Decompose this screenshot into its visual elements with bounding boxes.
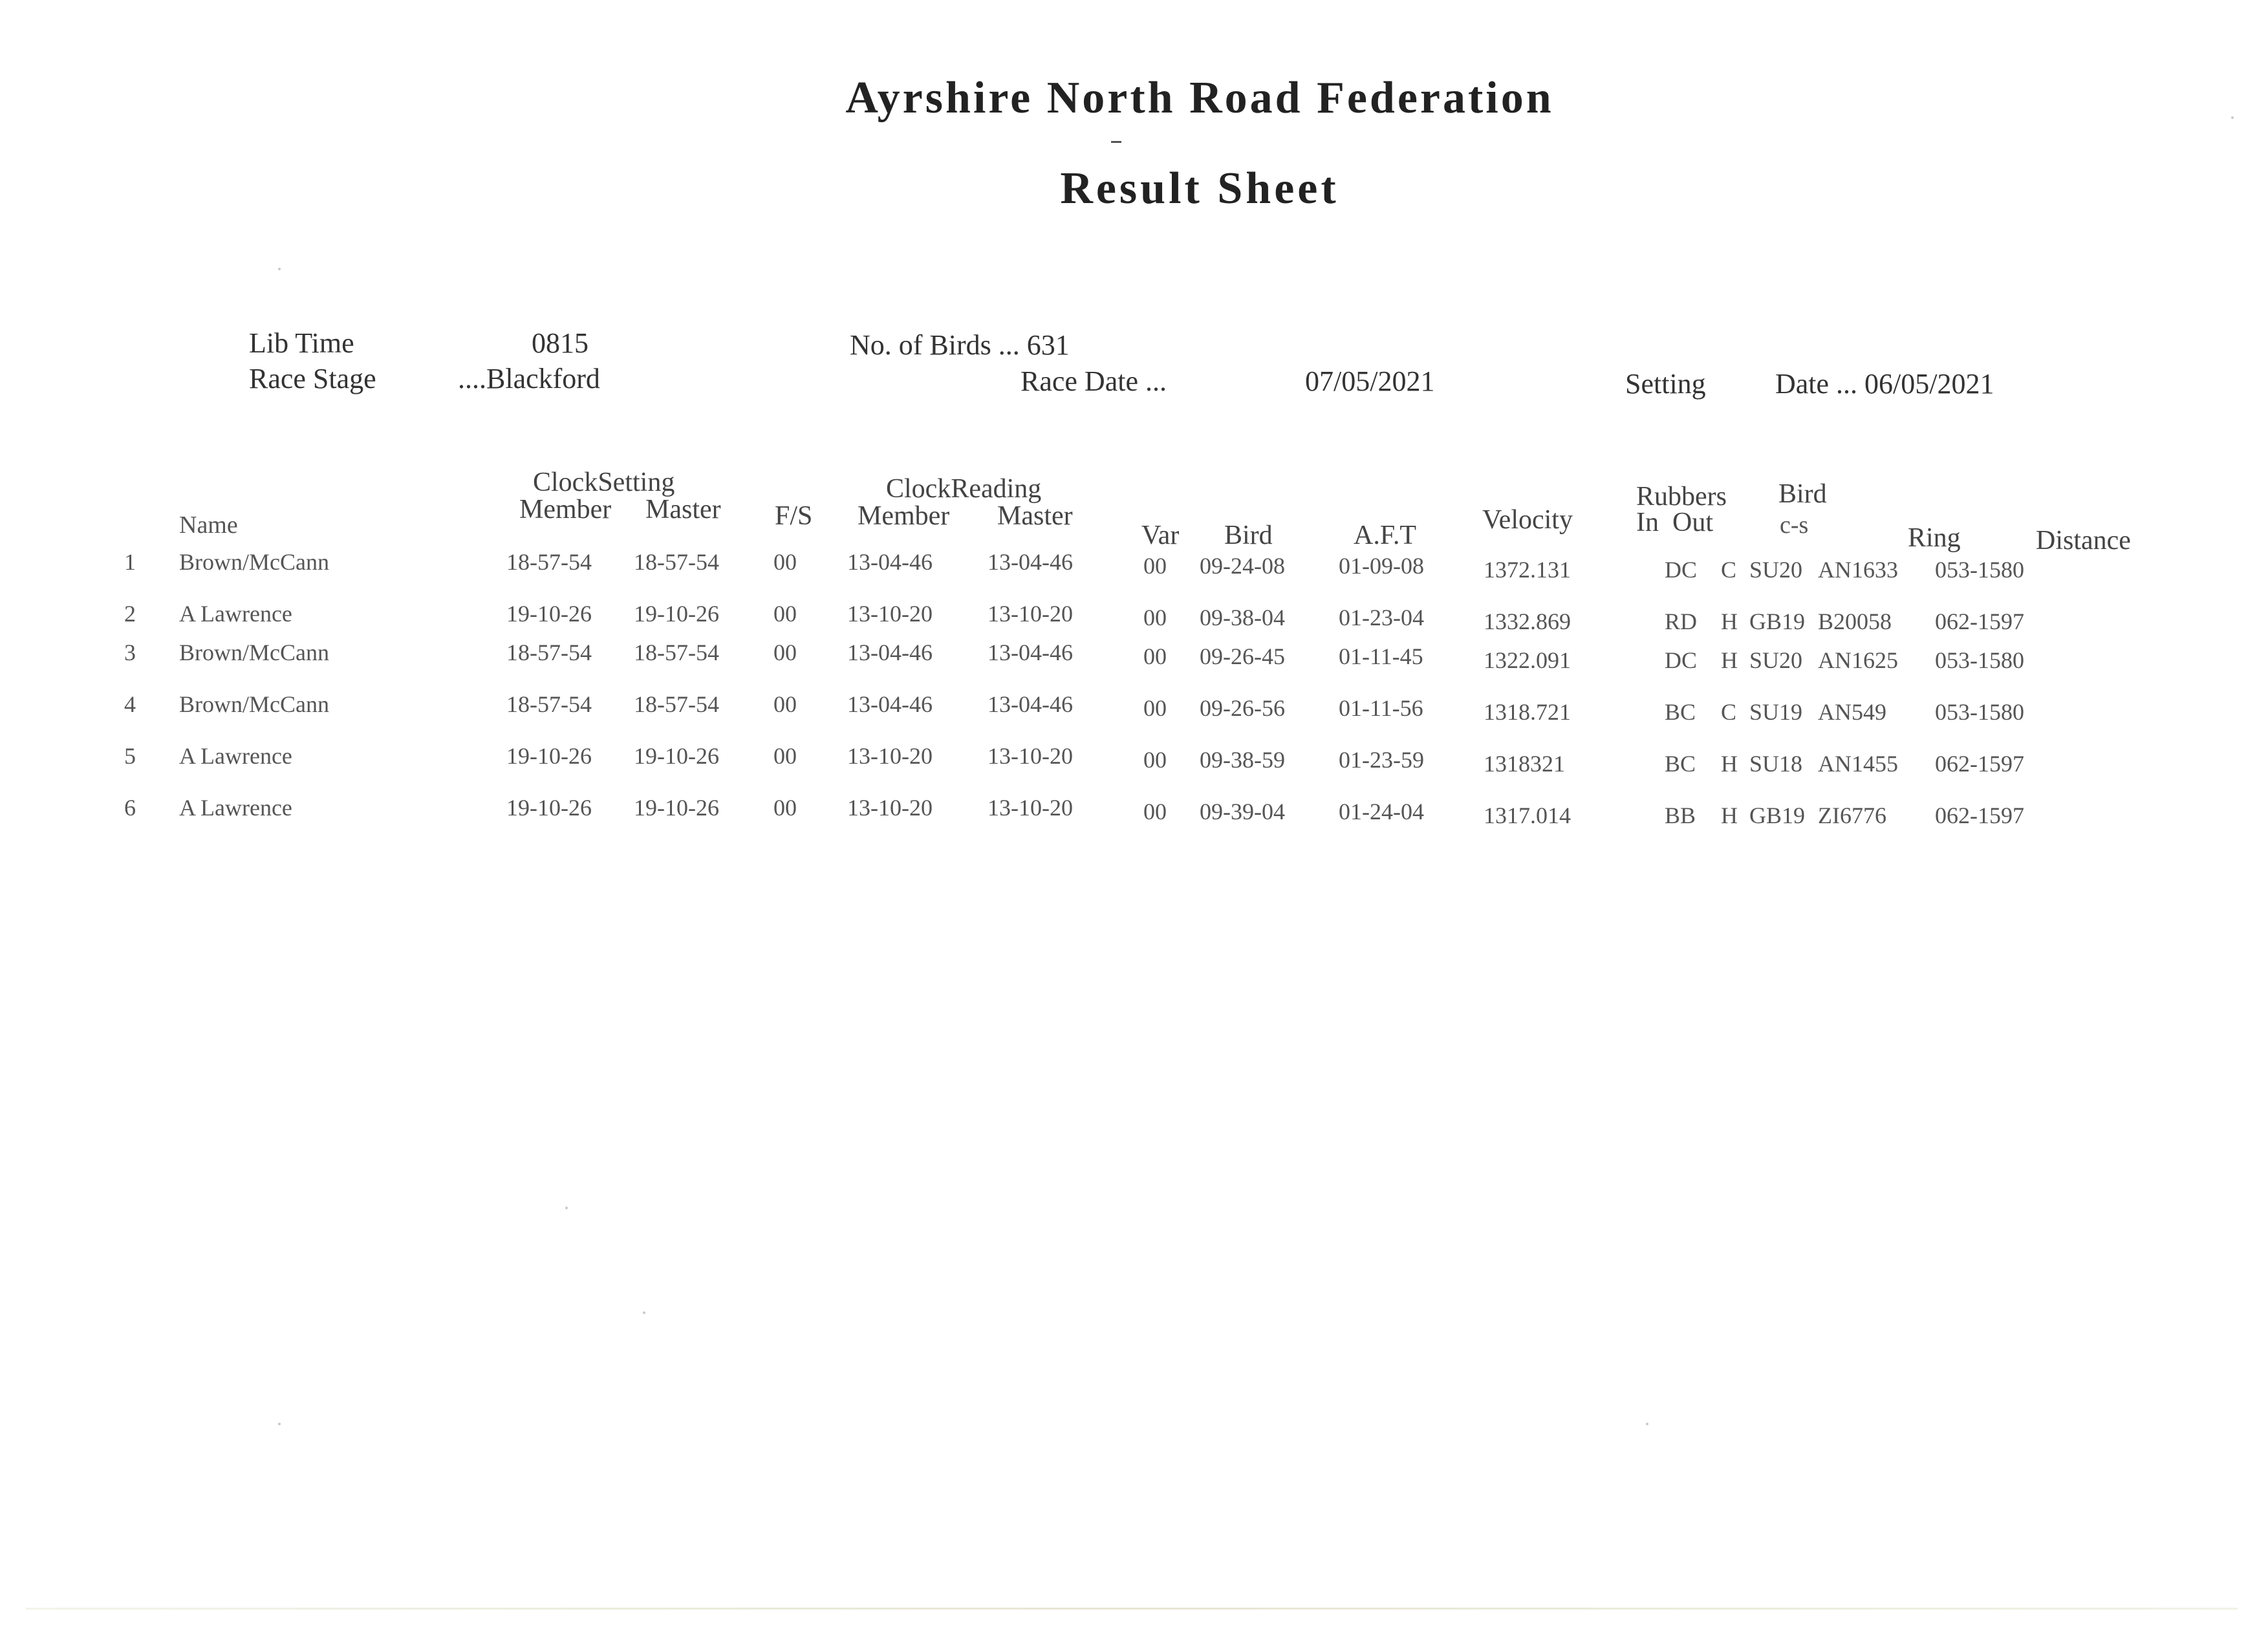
row-velocity: 1322.091 [1484, 647, 1571, 673]
row-ring-prefix: GB19 [1749, 609, 1806, 634]
row-fs: 00 [773, 601, 797, 627]
row-distance: 053-1580 [1935, 647, 2024, 673]
scan-speck [2231, 116, 2234, 119]
row-cr-member: 13-04-46 [847, 549, 933, 575]
row-sex: H [1721, 609, 1738, 634]
scan-speck [278, 1423, 281, 1425]
scan-speck [565, 1207, 568, 1209]
row-colour: DC [1665, 557, 1698, 583]
row-cs-member: 18-57-54 [506, 549, 592, 575]
row-ring-prefix: SU20 [1749, 647, 1803, 673]
col-bird-cs: Bird [1778, 479, 1827, 509]
row-ring: AN549 [1818, 699, 1886, 725]
row-cr-master: 13-10-20 [988, 795, 1073, 821]
row-fs: 00 [773, 691, 797, 717]
col-rubbers: Rubbers [1636, 482, 1727, 512]
row-ring: ZI6776 [1818, 803, 1886, 828]
row-fs: 00 [773, 549, 797, 575]
row-bird-time: 09-39-04 [1200, 799, 1285, 824]
row-aft: 01-23-04 [1339, 605, 1424, 630]
row-cr-member: 13-10-20 [847, 601, 933, 627]
row-var: 00 [1143, 605, 1167, 630]
row-name: Brown/McCann [179, 691, 329, 717]
row-position: 2 [124, 601, 136, 627]
col-clock-setting: ClockSetting [533, 468, 675, 497]
col-cr-member: Member [858, 501, 950, 531]
row-velocity: 1318321 [1484, 751, 1565, 777]
row-aft: 01-11-56 [1339, 695, 1423, 721]
row-var: 00 [1143, 643, 1167, 669]
row-position: 3 [124, 640, 136, 665]
row-bird-time: 09-26-56 [1200, 695, 1285, 721]
row-sex: H [1721, 751, 1738, 777]
row-aft: 01-11-45 [1339, 643, 1423, 669]
row-colour: RD [1665, 609, 1698, 634]
row-cr-master: 13-04-46 [988, 691, 1073, 717]
row-cr-member: 13-10-20 [847, 795, 933, 821]
row-cs-master: 18-57-54 [634, 640, 719, 665]
row-var: 00 [1143, 747, 1167, 773]
row-distance: 062-1597 [1935, 609, 2024, 634]
row-name: A Lawrence [179, 795, 292, 821]
row-name: Brown/McCann [179, 640, 329, 665]
row-aft: 01-09-08 [1339, 553, 1424, 579]
row-ring: AN1625 [1818, 647, 1898, 673]
row-fs: 00 [773, 795, 797, 821]
setting-label: Setting [1625, 368, 1706, 400]
row-cs-master: 19-10-26 [634, 601, 719, 627]
row-colour: BB [1665, 803, 1696, 828]
row-cs-master: 19-10-26 [634, 795, 719, 821]
document-title: Ayrshire North Road Federation [845, 73, 1554, 123]
col-distance: Distance [2036, 526, 2131, 555]
scan-edge-line [26, 1608, 2238, 1610]
row-ring-prefix: SU18 [1749, 751, 1803, 777]
scan-speck [1646, 1423, 1648, 1425]
row-cr-member: 13-04-46 [847, 691, 933, 717]
row-fs: 00 [773, 640, 797, 665]
row-cs-member: 19-10-26 [506, 795, 592, 821]
race-date-value: 07/05/2021 [1305, 365, 1435, 397]
row-fs: 00 [773, 743, 797, 769]
row-colour: BC [1665, 751, 1696, 777]
row-cr-member: 13-04-46 [847, 640, 933, 665]
row-velocity: 1317.014 [1484, 803, 1571, 828]
row-cs-master: 19-10-26 [634, 743, 719, 769]
col-fs: F/S [775, 501, 813, 531]
col-cs: c-s [1780, 512, 1809, 539]
col-cs-master: Master [645, 495, 721, 524]
col-clock-reading: ClockReading [886, 474, 1042, 504]
row-var: 00 [1143, 695, 1167, 721]
row-cr-master: 13-10-20 [988, 601, 1073, 627]
col-name: Name [179, 512, 238, 539]
col-aft: A.F.T [1354, 521, 1416, 550]
scan-speck [643, 1311, 645, 1314]
row-sex: C [1721, 699, 1737, 725]
lib-time-label: Lib Time [249, 327, 354, 359]
row-aft: 01-24-04 [1339, 799, 1424, 824]
row-distance: 062-1597 [1935, 751, 2024, 777]
row-ring: AN1455 [1818, 751, 1898, 777]
row-cs-master: 18-57-54 [634, 691, 719, 717]
row-position: 1 [124, 549, 136, 575]
document-subtitle: Result Sheet [1060, 164, 1339, 213]
setting-date: Date ... 06/05/2021 [1775, 368, 1994, 400]
row-sex: H [1721, 647, 1738, 673]
row-colour: BC [1665, 699, 1696, 725]
row-bird-time: 09-38-04 [1200, 605, 1285, 630]
row-ring-prefix: GB19 [1749, 803, 1806, 828]
no-of-birds: No. of Birds ... 631 [850, 329, 1070, 361]
title-divider-mark [1111, 141, 1121, 143]
row-bird-time: 09-38-59 [1200, 747, 1285, 773]
row-bird-time: 09-26-45 [1200, 643, 1285, 669]
row-cr-member: 13-10-20 [847, 743, 933, 769]
col-var: Var [1141, 521, 1180, 550]
row-name: Brown/McCann [179, 549, 329, 575]
row-cs-member: 19-10-26 [506, 743, 592, 769]
race-date-label: Race Date ... [1021, 365, 1167, 397]
lib-time-value: 0815 [532, 327, 589, 359]
col-cs-member: Member [519, 495, 612, 524]
row-cs-member: 18-57-54 [506, 640, 592, 665]
col-ring: Ring [1908, 523, 1961, 553]
row-ring-prefix: SU19 [1749, 699, 1803, 725]
row-colour: DC [1665, 647, 1698, 673]
row-position: 5 [124, 743, 136, 769]
row-distance: 053-1580 [1935, 557, 2024, 583]
row-cr-master: 13-04-46 [988, 549, 1073, 575]
col-velocity: Velocity [1482, 505, 1573, 535]
row-ring: AN1633 [1818, 557, 1898, 583]
row-var: 00 [1143, 799, 1167, 824]
row-ring-prefix: SU20 [1749, 557, 1803, 583]
race-stage-label: Race Stage [249, 363, 376, 394]
scan-speck [278, 268, 281, 270]
row-cs-member: 18-57-54 [506, 691, 592, 717]
row-var: 00 [1143, 553, 1167, 579]
row-cs-member: 19-10-26 [506, 601, 592, 627]
col-cr-master: Master [997, 501, 1073, 531]
row-aft: 01-23-59 [1339, 747, 1424, 773]
row-cr-master: 13-10-20 [988, 743, 1073, 769]
row-cs-master: 18-57-54 [634, 549, 719, 575]
row-distance: 053-1580 [1935, 699, 2024, 725]
row-position: 6 [124, 795, 136, 821]
row-name: A Lawrence [179, 601, 292, 627]
row-cr-master: 13-04-46 [988, 640, 1073, 665]
row-position: 4 [124, 691, 136, 717]
row-bird-time: 09-24-08 [1200, 553, 1285, 579]
row-sex: C [1721, 557, 1737, 583]
col-in-out: In Out [1636, 508, 1713, 537]
row-velocity: 1318.721 [1484, 699, 1571, 725]
col-bird: Bird [1224, 521, 1273, 550]
race-stage-value: ....Blackford [458, 363, 600, 394]
row-velocity: 1372.131 [1484, 557, 1571, 583]
row-velocity: 1332.869 [1484, 609, 1571, 634]
row-distance: 062-1597 [1935, 803, 2024, 828]
row-sex: H [1721, 803, 1738, 828]
row-ring: B20058 [1818, 609, 1892, 634]
row-name: A Lawrence [179, 743, 292, 769]
